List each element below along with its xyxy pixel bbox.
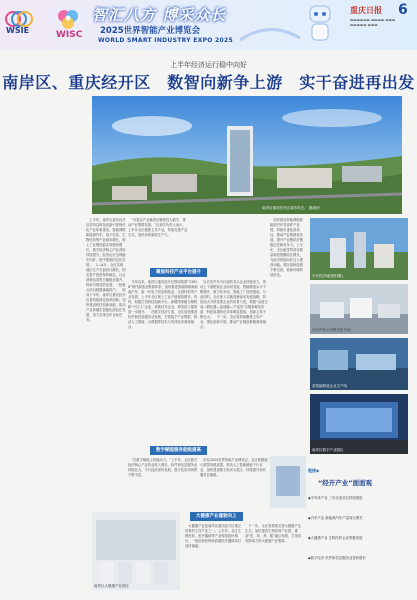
headline: 南岸区、重庆经开区 数智向新争上游 实干奋进再出发 bbox=[2, 73, 415, 92]
paper-name: 重庆日报 bbox=[350, 6, 382, 15]
photo-changan-workshop bbox=[310, 284, 408, 334]
digital-park-image bbox=[310, 394, 408, 454]
ai-expo-image bbox=[270, 456, 306, 508]
article-column-1a: 今年以来，南岸区重庆经开区围绕构建“33618”现代制造业集群体系，加快推进智能网联新能源汽车、新一代电子信息制造业、先进材料等产业发展，上半年全区规上工业产值保持增长。同时，积极打造科技创新平台，新增国家级专精特新“小巨人”企业、高新技术企业，研发投入强度进一步提升。 在数字经济方面，全区加快推进软件和信息服务业发展，打造数字产业集群，推动人工智能、大数据等技术与实体经济深度融合。 bbox=[128, 280, 198, 329]
sidebox-item: ◆半导体产业 三安光电项目持续推进 bbox=[308, 496, 363, 500]
wisc-logo-text: WISC bbox=[56, 30, 83, 40]
kicker: 上半年经济运行稳中向好 bbox=[170, 61, 247, 69]
wisc-logo bbox=[54, 8, 84, 42]
platform-city-image bbox=[310, 218, 408, 280]
sidebar-box bbox=[308, 468, 408, 593]
banner-subtitle: 2025世界智能产业博览会 bbox=[100, 26, 201, 36]
wisc-flower-icon bbox=[54, 8, 84, 30]
wsie-logo-text: WSIE bbox=[6, 26, 30, 35]
article-column-2b: 依托2025世界智能产业博览会，全区积极展示数智发展成果，推动人工智能赋能千行百业，加快建设数字经济示范区，持续提升现代服务业能级。 bbox=[200, 458, 268, 477]
article-column-left: 上半年，南岸区重庆经开区坚持以科技创新引领现代化产业体系建设，智能网联新能源汽车、电子信息、生物医药等产业稳步增长，规上工业增加值实现较快增长，数字经济核心产业营收持续提升，经济运行呈现稳中向好、进中提质的良好态势。 1—6月，全区实现地区生产总值同比增长，固定资产投资保持稳定，社会消费品零售总额稳步提升，招商引资成效显著，一批重点项目相继落地投产。 面向下半年，南岸区重庆经开区将持续深化改革创新，加快建设科技创新高地，推动产业高端化智能化绿色化发展，奋力实现全年目标任务。 bbox=[86, 218, 126, 322]
banner-subtitle-en: WORLD SMART INDUSTRY EXPO 2025 bbox=[98, 37, 233, 44]
article-column-2a: “在数字赋能上持续用力。”上半年，全区数字经济核心产业营业收入增长，软件和信息服务业持续壮大，平台经济加快发展，数字化应用场景不断丰富。 bbox=[128, 458, 198, 477]
paper-info-block: ▬▬▬▬▬▬ ▬▬▬▬ ▬▬▬ ▬▬▬▬▬ ▬▬▬ bbox=[350, 18, 396, 27]
workshop-image bbox=[310, 284, 408, 334]
page-number: 6 bbox=[398, 2, 408, 18]
photo-platform-city bbox=[310, 218, 408, 280]
city-aerial-image bbox=[92, 96, 402, 214]
section-header-3: 大健康产业蓬勃向上 bbox=[190, 512, 243, 521]
caption-1: 平台经济城(资料图) bbox=[312, 274, 343, 278]
sidebox-item: ◆数字经济 软件和信息服务业营收增长 bbox=[308, 556, 366, 560]
article-column-1c: 加快建设智能网联新能源汽车零部件产业园，持续引进优质项目，推动产业集群化发展，提升产业链供应链稳定性和竞争力。上半年，全区新签约项目数量和投资额同比增长，为经济持续向好注入强劲动能。园区基础设施不断完善，营商环境持续优化。 bbox=[270, 218, 303, 277]
article-column-1b: 以长安汽车为代表的龙头企业持续发力，带动上下游配套企业协同发展，智能制造水平不断提升，数字化车间、智能工厂加快建设。与此同时，全区深入实施创新驱动发展战略，持续加大对科技型企业的培育力度，构建“众创空间—孵化器—加速器—产业园”全链条孵化体系，科技成果转化效率明显提高，创新主体不断壮大。 下一步，全区将持续聚焦主导产业，强化创新引领，推动产业链创新链深度融合。 bbox=[200, 280, 268, 329]
robot-decoration-icon bbox=[230, 0, 350, 50]
article-column-3b: 下一步，全区将持续完善大健康产业生态，加快建设生物医药产业园，推动“医、药、养、健”融合发展，打造具有影响力的大健康产业集群。 bbox=[245, 524, 302, 543]
production-line-image bbox=[310, 338, 408, 390]
health-park-image bbox=[92, 512, 180, 590]
section-header-2: 数字赋能服务能级提高 bbox=[150, 446, 207, 455]
article-column-mid-top: “可靠以产业链供应链韧性为抓手，推动产业集群发展。”区相关负责人表示，上半年全区聚焦主导产业，持续完善产业生态，加快培育新质生产力。 bbox=[128, 218, 188, 237]
section-header-1: 聚焦科技产业平台提升 bbox=[150, 268, 207, 277]
article-column-3a: 大健康产业是南岸区重庆经开区重点培育的主导产业之一。上半年，全区生物医药、医疗器械等产业保持较快增长，一批创新药物和高端医疗器械项目加快落地。 bbox=[185, 524, 242, 548]
wsie-logo bbox=[4, 10, 34, 38]
caption-4: 南岸区数字产业园区 bbox=[312, 448, 344, 452]
sidebox-item: ◆汽车产业 新能源汽车产量同比增长 bbox=[308, 516, 363, 520]
sidebox-label: 链接◆ bbox=[308, 468, 320, 473]
caption-3: 某智能制造企业生产线 bbox=[312, 384, 347, 388]
caption-2: 长安汽车公司数字化车间 bbox=[312, 328, 351, 332]
sidebox-title: “经开产业”面面观 bbox=[318, 479, 373, 487]
photo-ai-expo bbox=[270, 456, 306, 508]
banner-title: 智汇八方 博采众长 bbox=[92, 6, 227, 24]
caption-6: 南岸区大健康产业园区 bbox=[94, 584, 129, 588]
sidebox-item: ◆大健康产业 生物医药企业集聚发展 bbox=[308, 536, 363, 540]
hero-photo bbox=[92, 96, 402, 214]
hero-caption: 南岸区重庆经开区城市风光。 摄/晓东 bbox=[262, 206, 321, 210]
photo-health-park bbox=[92, 512, 180, 590]
photo-production-line bbox=[310, 338, 408, 390]
expo-banner bbox=[0, 0, 417, 50]
photo-digital-park bbox=[310, 394, 408, 454]
